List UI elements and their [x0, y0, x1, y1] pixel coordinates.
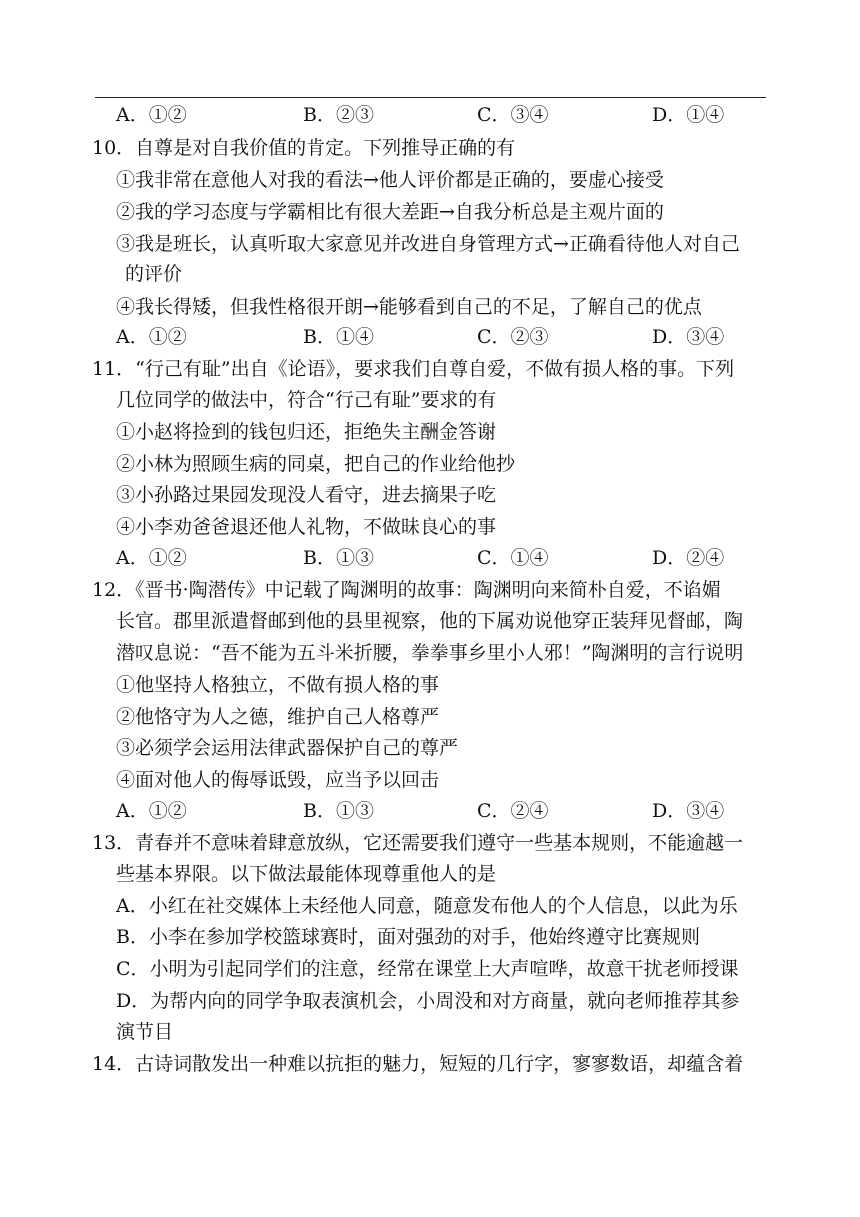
statement-1: ①小赵将捡到的钱包归还，拒绝失主酬金答谢 [116, 421, 497, 443]
option-b: B．②③ [303, 104, 374, 126]
statement-4: ④小李劝爸爸退还他人礼物，不做昧良心的事 [116, 516, 497, 538]
statement-1: ①我非常在意他人对我的看法→他人评价都是正确的，要虚心接受 [116, 169, 664, 191]
statement-4: ④面对他人的侮辱诋毁，应当予以回击 [116, 769, 440, 791]
question-stem: 13．青春并不意味着肆意放纵，它还需要我们遵守一些基本规则，不能逾越一 [92, 832, 744, 854]
option-d: D．①④ [652, 104, 725, 126]
option-d-continued: 演节目 [116, 1021, 174, 1043]
statement-2: ②小林为照顾生病的同桌，把自己的作业给他抄 [116, 453, 516, 475]
question-stem: 14．古诗词散发出一种难以抗拒的魅力，短短的几行字，寥寥数语，却蕴含着 [92, 1053, 744, 1075]
option-c: C．②④ [477, 800, 549, 822]
option-d: D．③④ [652, 800, 725, 822]
option-d: D．②④ [652, 547, 725, 569]
option-c: C．②③ [477, 326, 549, 348]
option-b: B．①③ [303, 547, 374, 569]
statement-2: ②我的学习态度与学霸相比有很大差距→自我分析总是主观片面的 [116, 201, 664, 223]
option-d: D．为帮内向的同学争取表演机会，小周没和对方商量，就向老师推荐其参 [116, 990, 740, 1012]
question-stem-continued: 几位同学的做法中，符合“行己有耻”要求的有 [116, 389, 497, 411]
statement-4: ④我长得矮，但我性格很开朗→能够看到自己的不足，了解自己的优点 [116, 296, 702, 318]
option-a: A．①② [116, 547, 187, 569]
statement-3-continued: 的评价 [125, 263, 183, 285]
statement-3: ③我是班长，认真听取大家意见并改进自身管理方式→正确看待他人对自己 [116, 233, 740, 255]
option-a: A．①② [116, 800, 187, 822]
statement-2: ②他恪守为人之德，维护自己人格尊严 [116, 706, 440, 728]
option-b: B．小李在参加学校篮球赛时，面对强劲的对手，他始终遵守比赛规则 [116, 926, 700, 948]
question-stem: 10．自尊是对自我价值的肯定。下列推导正确的有 [92, 137, 516, 159]
question-stem-continued: 些基本界限。以下做法最能体现尊重他人的是 [116, 863, 497, 885]
option-a: A．①② [116, 104, 187, 126]
question-stem-continued: 长官。郡里派遣督邮到他的县里视察，他的下属劝说他穿正装拜见督邮，陶 [116, 610, 744, 632]
option-a: A．①② [116, 326, 187, 348]
question-stem-continued: 潜叹息说：“吾不能为五斗米折腰，拳拳事乡里小人邪！”陶渊明的言行说明 [116, 642, 744, 664]
question-stem: 12．《晋书·陶潜传》中记载了陶渊明的故事：陶渊明向来简朴自爱，不谄媚 [92, 579, 721, 601]
question-stem: 11．“行己有耻”出自《论语》，要求我们自尊自爱，不做有损人格的事。下列 [92, 358, 735, 380]
statement-1: ①他坚持人格独立，不做有损人格的事 [116, 674, 440, 696]
statement-3: ③小孙路过果园发现没人看守，进去摘果子吃 [116, 484, 497, 506]
header-rule [95, 97, 766, 98]
option-d: D．③④ [652, 326, 725, 348]
option-c: C．①④ [477, 547, 549, 569]
statement-3: ③必须学会运用法律武器保护自己的尊严 [116, 737, 459, 759]
option-b: B．①③ [303, 800, 374, 822]
option-c: C．③④ [477, 104, 549, 126]
option-b: B．①④ [303, 326, 374, 348]
option-c: C．小明为引起同学们的注意，经常在课堂上大声喧哗，故意干扰老师授课 [116, 958, 739, 980]
option-a: A．小红在社交媒体上未经他人同意，随意发布他人的个人信息，以此为乐 [116, 895, 738, 917]
